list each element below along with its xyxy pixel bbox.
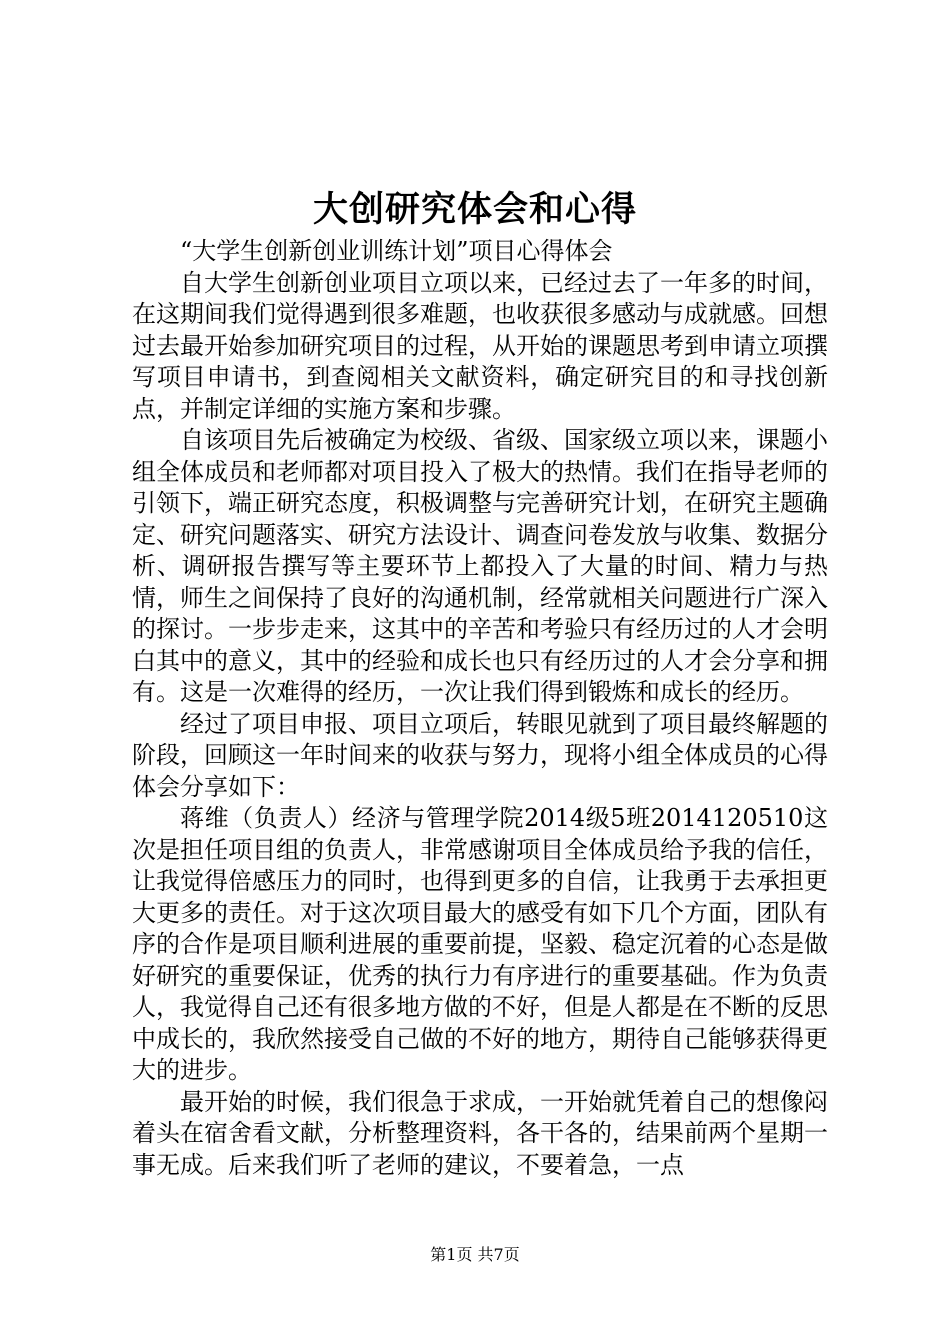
page-number-footer: 第1页 共7页 <box>430 1245 520 1264</box>
body-paragraph: 蒋维（负责人）经济与管理学院2014级5班2014120510这次是担任项目组的负责人，非常感谢项目全体成员给予我的信任，让我觉得倍感压力的同时，也得到更多的自信，让我勇于去承担更大更多的责任。对于这次项目最大的感受有如下几个方面，团队有序的合作是项目顺利进展的重要前提，坚毅、稳定沉着的心态是做好研究的重要保证，优秀的执行力有序进行的重要基础。作为负责人，我觉得自己还有很多地方做的不好，但是人都是在不断的反思中成长的，我欣然接受自己做的不好的地方，期待自己能够获得更大的进步。 <box>132 804 828 1084</box>
body-paragraph: 经过了项目申报、项目立项后，转眼见就到了项目最终解题的阶段，回顾这一年时间来的收获与努力，现将小组全体成员的心得体会分享如下： <box>132 709 828 801</box>
body-paragraph: 最开始的时候，我们很急于求成，一开始就凭着自己的想像闷着头在宿舍看文献，分析整理资料，各干各的，结果前两个星期一事无成。后来我们听了老师的建议，不要着急，一点 <box>132 1087 828 1179</box>
subtitle-paragraph: “大学生创新创业训练计划”项目心得体会 <box>180 237 613 265</box>
document-body <box>132 236 828 1181</box>
body-paragraph: 自该项目先后被确定为校级、省级、国家级立项以来，课题小组全体成员和老师都对项目投入了极大的热情。我们在指导老师的引领下，端正研究态度，积极调整与完善研究计划，在研究主题确定、研究问题落实、研究方法设计、调查问卷发放与收集、数据分析、调研报告撰写等主要环节上都投入了大量的时间、精力与热情，师生之间保持了良好的沟通机制，经常就相关问题进行广深入的探讨。一步步走来，这其中的辛苦和考验只有经历过的人才会明白其中的意义，其中的经验和成长也只有经历过的人才会分享和拥有。这是一次难得的经历，一次让我们得到锻炼和成长的经历。 <box>132 426 828 706</box>
document-title: 大创研究体会和心得 <box>312 189 637 230</box>
body-paragraph: 自大学生创新创业项目立项以来，已经过去了一年多的时间，在这期间我们觉得遇到很多难题，也收获很多感动与成就感。回想过去最开始参加研究项目的过程，从开始的课题思考到申请立项撰写项目申请书，到查阅相关文献资料，确定研究目的和寻找创新点，并制定详细的实施方案和步骤。 <box>132 268 828 423</box>
